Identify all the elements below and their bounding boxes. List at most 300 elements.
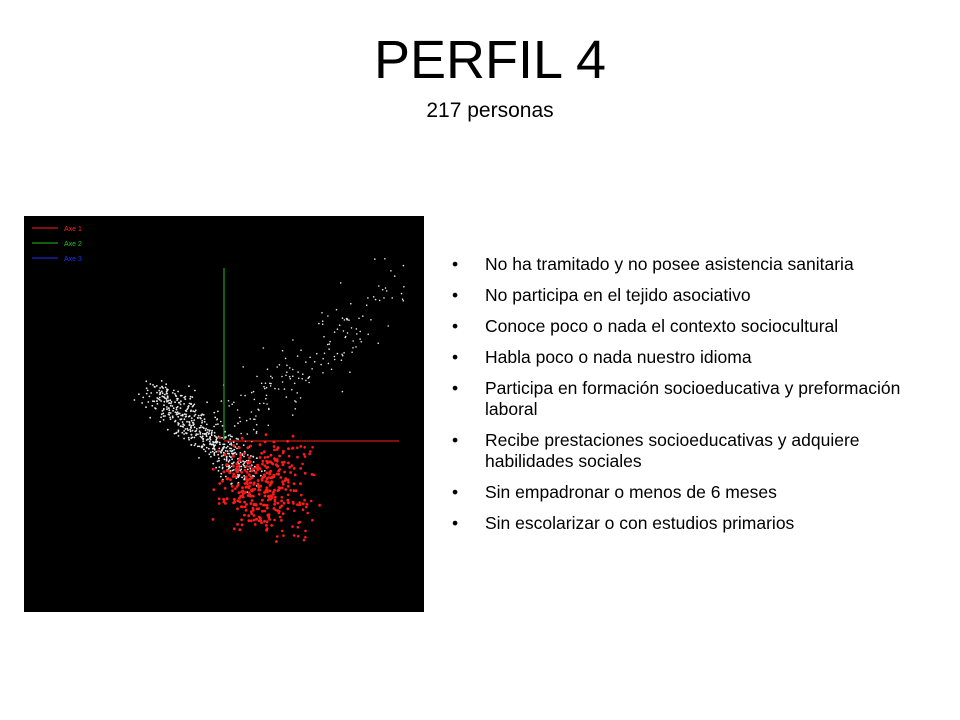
data-point: [293, 467, 296, 470]
data-point: [185, 428, 187, 430]
data-point: [185, 410, 187, 412]
data-point: [322, 323, 324, 325]
data-point: [189, 429, 191, 431]
data-point: [236, 453, 238, 455]
data-point: [309, 450, 312, 453]
data-point: [191, 434, 193, 436]
data-point: [306, 503, 309, 506]
data-point: [337, 353, 339, 355]
data-point: [192, 410, 194, 412]
data-point: [198, 457, 200, 459]
data-point: [190, 426, 192, 428]
data-point: [270, 480, 273, 483]
data-point: [202, 426, 204, 428]
data-point: [168, 402, 170, 404]
data-point: [166, 401, 168, 403]
data-point: [239, 453, 242, 456]
data-point: [149, 417, 151, 419]
data-point: [176, 409, 178, 411]
data-point: [268, 460, 271, 463]
data-point: [384, 258, 386, 260]
data-point: [265, 466, 268, 469]
data-point: [184, 398, 186, 400]
data-point: [322, 372, 324, 374]
data-point: [183, 430, 185, 432]
data-point: [265, 486, 268, 489]
data-point: [226, 477, 229, 480]
data-point: [263, 386, 265, 388]
data-point: [230, 442, 232, 444]
data-point: [296, 392, 298, 394]
data-point: [212, 441, 214, 443]
data-point: [318, 323, 320, 325]
data-point: [183, 438, 185, 440]
data-point: [284, 480, 287, 483]
data-point: [370, 319, 372, 321]
data-point: [242, 490, 245, 493]
data-point: [202, 433, 204, 435]
data-point: [254, 399, 256, 401]
data-point: [316, 353, 318, 355]
data-point: [241, 486, 244, 489]
data-point: [233, 462, 235, 464]
data-point: [172, 405, 174, 407]
data-point: [270, 476, 273, 479]
data-point: [205, 428, 207, 430]
data-point: [233, 501, 236, 504]
data-point: [174, 421, 176, 423]
data-point: [236, 448, 238, 450]
data-point: [176, 414, 178, 416]
data-point: [259, 519, 262, 522]
data-point: [378, 285, 380, 287]
data-point: [183, 433, 185, 435]
data-point: [282, 350, 284, 352]
data-point: [154, 386, 156, 388]
data-point: [231, 452, 233, 454]
data-point: [245, 476, 248, 479]
data-point: [193, 419, 195, 421]
data-point: [203, 449, 205, 451]
data-point: [191, 444, 193, 446]
data-point: [212, 468, 215, 471]
data-point: [212, 488, 215, 491]
data-point: [277, 446, 280, 449]
data-point: [211, 432, 213, 434]
data-point: [215, 467, 217, 469]
data-point: [367, 297, 369, 299]
data-point: [282, 512, 285, 515]
data-point: [240, 433, 242, 435]
data-point: [251, 499, 254, 502]
data-point: [205, 434, 207, 436]
data-point: [199, 427, 201, 429]
data-point: [297, 526, 300, 529]
data-point: [258, 493, 261, 496]
data-point: [194, 411, 196, 413]
data-point: [174, 401, 176, 403]
bullet-item: [452, 378, 952, 420]
data-point: [186, 421, 188, 423]
data-point: [208, 453, 210, 455]
data-point: [187, 429, 189, 431]
data-point: [245, 465, 248, 468]
profile-characteristics-list: [452, 254, 952, 544]
data-point: [195, 443, 197, 445]
data-point: [299, 445, 302, 448]
data-point: [161, 380, 163, 382]
data-point: [274, 509, 277, 512]
data-point: [188, 385, 190, 387]
data-point: [182, 423, 184, 425]
data-point: [227, 450, 229, 452]
data-point: [291, 464, 294, 467]
data-point: [214, 417, 216, 419]
data-point: [358, 318, 360, 320]
data-point: [247, 469, 249, 471]
data-point: [220, 452, 222, 454]
data-point: [251, 411, 253, 413]
data-point: [201, 422, 203, 424]
data-point: [191, 417, 193, 419]
data-point: [219, 466, 221, 468]
data-point: [276, 502, 279, 505]
data-point: [274, 388, 276, 390]
data-point: [278, 455, 281, 458]
data-point: [192, 430, 194, 432]
data-point: [250, 468, 252, 470]
data-point: [177, 406, 179, 408]
data-point: [178, 429, 180, 431]
data-point: [314, 361, 316, 363]
data-point: [293, 534, 296, 537]
data-point: [281, 530, 284, 533]
data-point: [341, 359, 343, 361]
data-point: [229, 455, 231, 457]
data-point: [344, 319, 346, 321]
data-point: [161, 391, 163, 393]
data-point: [290, 378, 292, 380]
data-point: [162, 410, 164, 412]
data-point: [250, 495, 253, 498]
data-point: [366, 304, 368, 306]
data-point: [221, 400, 223, 402]
data-point: [287, 494, 290, 497]
data-point: [240, 421, 242, 423]
data-point: [251, 392, 253, 394]
data-point: [250, 470, 253, 473]
data-point: [153, 401, 155, 403]
data-point: [299, 482, 302, 485]
data-point: [175, 411, 177, 413]
data-point: [321, 312, 323, 314]
bullet-item: [452, 254, 952, 275]
data-point: [304, 530, 307, 533]
data-point: [163, 415, 165, 417]
data-point: [166, 408, 168, 410]
data-point: [198, 415, 200, 417]
data-point: [160, 416, 162, 418]
data-point: [281, 496, 284, 499]
data-point: [278, 388, 280, 390]
data-point: [232, 475, 235, 478]
data-point: [237, 469, 240, 472]
data-point: [207, 429, 209, 431]
data-point: [254, 523, 257, 526]
data-point: [253, 429, 255, 431]
bullet-marker: •: [452, 316, 459, 336]
data-point: [246, 420, 248, 422]
data-point: [255, 471, 258, 474]
data-point: [297, 521, 300, 524]
data-point: [280, 519, 283, 522]
data-point: [247, 486, 250, 489]
data-point: [152, 384, 154, 386]
data-point: [334, 331, 336, 333]
data-point: [256, 424, 258, 426]
data-point: [236, 507, 239, 510]
data-point: [279, 516, 282, 519]
data-point: [212, 463, 214, 465]
data-point: [180, 415, 182, 417]
data-point: [291, 389, 293, 391]
data-point: [267, 495, 270, 498]
data-point: [240, 471, 243, 474]
data-point: [282, 483, 285, 486]
data-point: [178, 402, 180, 404]
data-point: [274, 496, 277, 499]
data-point: [238, 459, 241, 462]
data-point: [263, 347, 265, 349]
data-point: [222, 443, 224, 445]
scatter-plot-canvas: [24, 216, 424, 612]
data-point: [168, 414, 170, 416]
data-point: [263, 520, 266, 523]
data-point: [361, 341, 363, 343]
data-point: [212, 451, 214, 453]
data-point: [175, 395, 177, 397]
data-point: [264, 388, 266, 390]
data-point: [163, 419, 165, 421]
data-point: [328, 363, 330, 365]
data-point: [169, 417, 171, 419]
data-point: [156, 400, 158, 402]
data-point: [239, 417, 241, 419]
data-point: [303, 453, 306, 456]
data-point: [222, 498, 225, 501]
data-point: [234, 475, 237, 478]
legend-label-axe-3: Axe 3: [64, 256, 82, 263]
legend-label-axe-2: Axe 2: [64, 241, 82, 248]
data-point: [205, 450, 207, 452]
data-point: [322, 358, 324, 360]
data-point: [232, 465, 235, 468]
data-point: [289, 471, 292, 474]
data-point: [294, 474, 297, 477]
data-point: [348, 319, 350, 321]
data-point: [197, 433, 199, 435]
data-point: [247, 519, 250, 522]
data-point: [215, 436, 217, 438]
data-point: [141, 402, 143, 404]
data-point: [292, 435, 295, 438]
data-point: [252, 495, 255, 498]
data-point: [297, 355, 299, 357]
data-point: [249, 418, 251, 420]
data-point: [266, 520, 269, 523]
data-point: [181, 432, 183, 434]
data-point: [253, 503, 256, 506]
data-point: [268, 425, 270, 427]
data-point: [192, 396, 194, 398]
data-point: [261, 383, 263, 385]
data-point: [231, 485, 234, 488]
data-point: [282, 534, 285, 537]
data-point: [149, 383, 151, 385]
data-point: [182, 414, 184, 416]
bullet-item: [452, 430, 952, 472]
data-point: [217, 423, 219, 425]
data-point: [257, 479, 260, 482]
data-point: [264, 495, 267, 498]
data-point: [138, 393, 140, 395]
data-point: [231, 403, 233, 405]
data-point: [213, 445, 215, 447]
data-point: [167, 429, 169, 431]
data-point: [194, 445, 196, 447]
data-point: [195, 414, 197, 416]
bullet-marker: •: [452, 430, 459, 450]
data-point: [172, 415, 174, 417]
data-point: [146, 393, 148, 395]
data-point: [269, 470, 272, 473]
data-point: [261, 499, 264, 502]
data-point: [292, 414, 294, 416]
data-point: [296, 503, 299, 506]
data-point: [257, 483, 260, 486]
data-point: [192, 406, 194, 408]
data-point: [241, 495, 244, 498]
data-point: [278, 512, 281, 515]
data-point: [379, 300, 381, 302]
data-point: [258, 516, 261, 519]
data-point: [288, 455, 291, 458]
data-point: [367, 334, 369, 336]
data-point: [244, 395, 246, 397]
data-point: [183, 397, 185, 399]
data-point: [229, 467, 231, 469]
data-point: [293, 482, 296, 485]
data-point: [217, 461, 219, 463]
data-point: [226, 497, 229, 500]
data-point: [359, 331, 361, 333]
data-point: [329, 341, 331, 343]
data-point: [174, 393, 176, 395]
data-point: [180, 407, 182, 409]
data-point: [205, 429, 207, 431]
data-point: [281, 480, 284, 483]
data-point: [184, 413, 186, 415]
data-point: [394, 275, 396, 277]
data-point: [267, 499, 270, 502]
data-point: [243, 444, 245, 446]
data-point: [295, 489, 298, 492]
data-point: [237, 438, 239, 440]
data-point: [188, 405, 190, 407]
data-point: [259, 403, 261, 405]
data-point: [295, 408, 297, 410]
scatter-points: [134, 258, 405, 543]
data-point: [403, 265, 405, 267]
data-point: [241, 466, 243, 468]
data-point: [375, 299, 377, 301]
data-point: [252, 507, 255, 510]
bullet-text: No ha tramitado y no posee asistencia sanitaria: [485, 254, 854, 274]
data-point: [342, 391, 344, 393]
data-point: [243, 475, 245, 477]
data-point: [168, 400, 170, 402]
data-point: [237, 422, 239, 424]
data-point: [180, 404, 182, 406]
data-point: [252, 483, 255, 486]
data-point: [229, 438, 231, 440]
data-point: [197, 417, 199, 419]
data-point: [231, 444, 233, 446]
data-point: [244, 506, 247, 509]
data-point: [222, 425, 224, 427]
data-point: [217, 411, 219, 413]
data-point: [327, 315, 329, 317]
data-point: [287, 481, 290, 484]
data-point: [161, 386, 163, 388]
data-point: [168, 412, 170, 414]
data-point: [225, 450, 227, 452]
data-point: [259, 443, 262, 446]
data-point: [352, 347, 354, 349]
data-point: [339, 324, 341, 326]
data-point: [210, 452, 212, 454]
data-point: [334, 359, 336, 361]
data-point: [224, 453, 227, 456]
data-point: [190, 403, 192, 405]
data-point: [231, 483, 233, 485]
data-point: [185, 415, 187, 417]
data-point: [242, 366, 244, 368]
data-point: [232, 473, 235, 476]
data-point: [278, 468, 281, 471]
data-point: [228, 468, 230, 470]
bullet-text: No participa en el tejido asociativo: [485, 285, 751, 305]
data-point: [244, 482, 247, 485]
data-point: [254, 419, 256, 421]
data-point: [282, 464, 285, 467]
data-point: [256, 457, 258, 459]
data-point: [334, 356, 336, 358]
data-point: [391, 297, 393, 299]
data-point: [377, 342, 379, 344]
data-point: [178, 435, 180, 437]
data-point: [206, 432, 208, 434]
data-point: [192, 422, 194, 424]
data-point: [289, 376, 291, 378]
data-point: [260, 452, 263, 455]
data-point: [267, 514, 270, 517]
data-point: [206, 439, 208, 441]
data-point: [201, 415, 203, 417]
data-point: [177, 422, 179, 424]
data-point: [194, 437, 196, 439]
data-point: [151, 405, 153, 407]
